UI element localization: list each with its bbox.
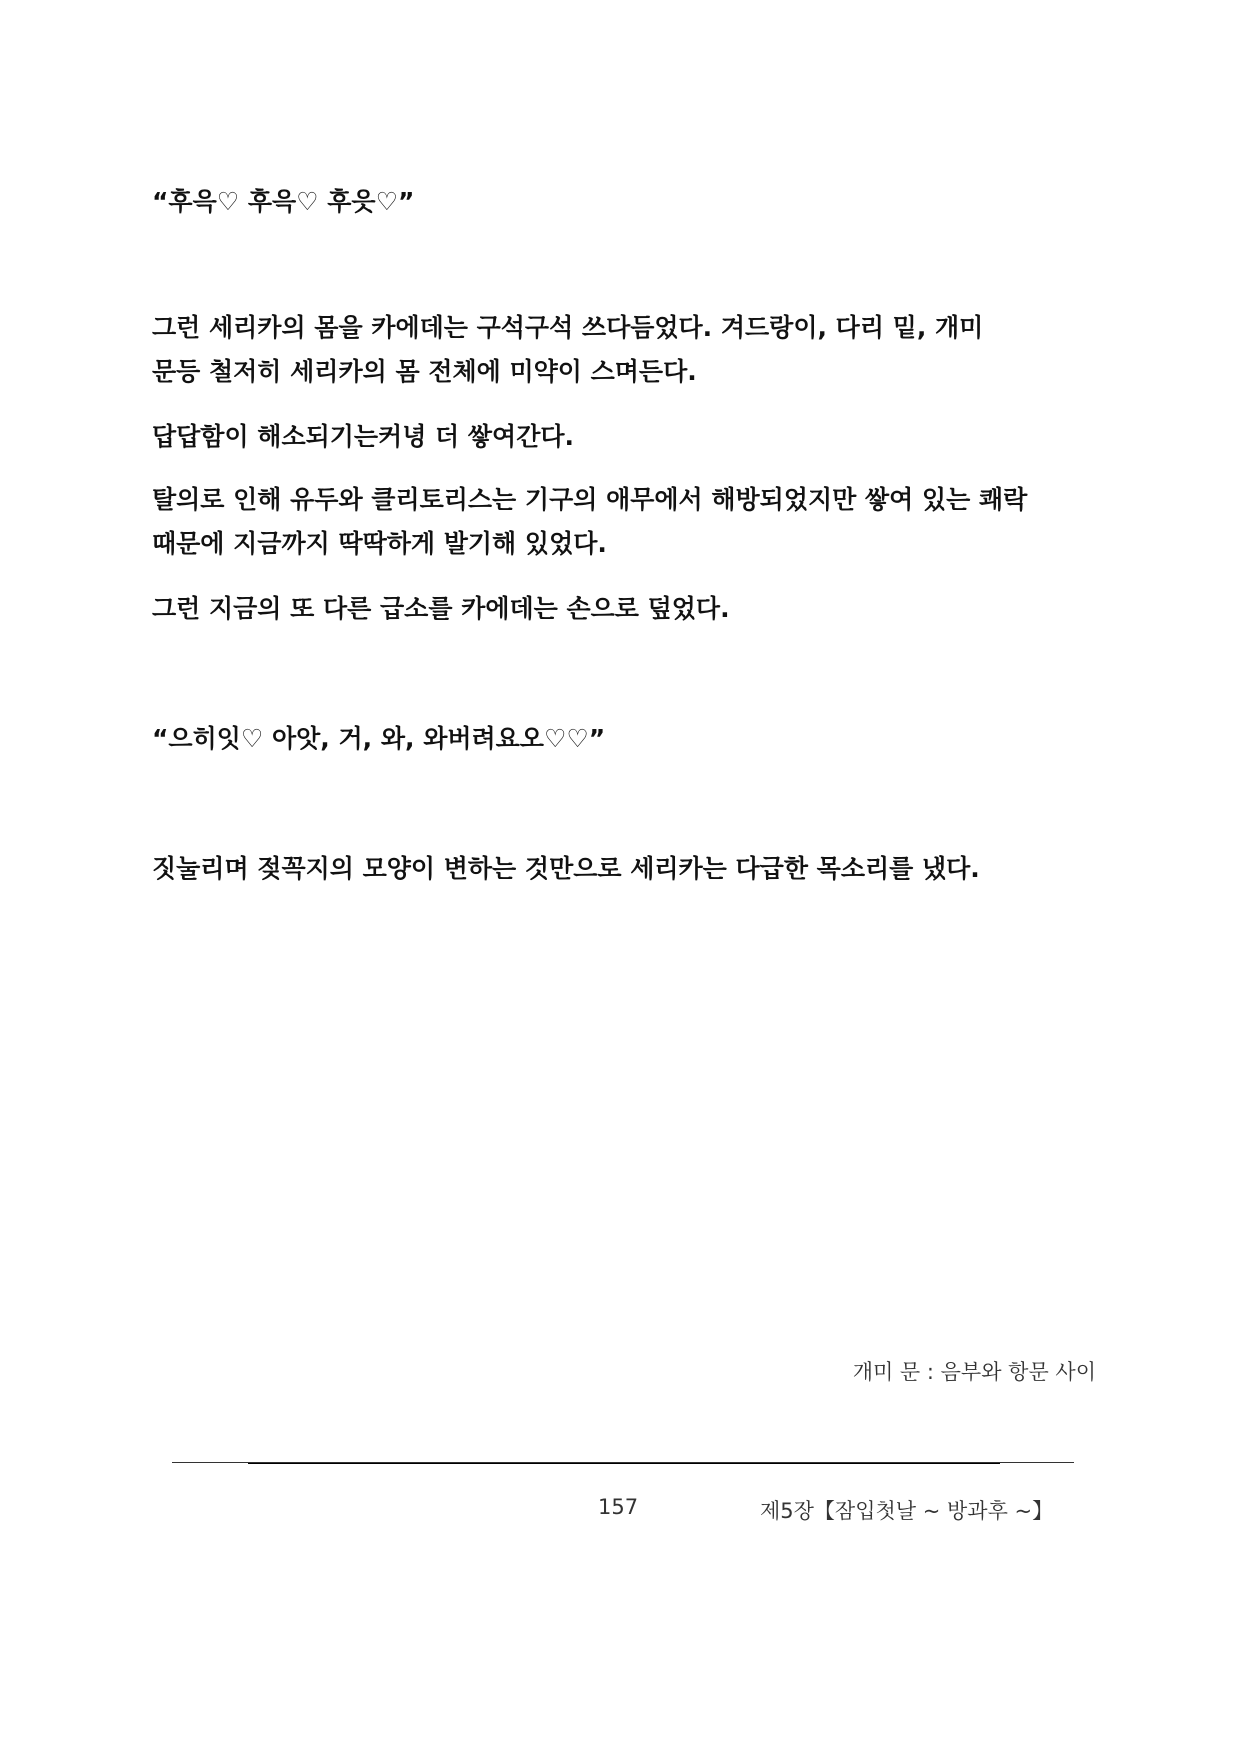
paragraph-5 <box>152 847 1092 891</box>
dialogue-quote-1 <box>152 180 1092 224</box>
paragraph-1 <box>152 306 1092 394</box>
paragraph-line: 그런 세리카의 몸을 카에데는 구석구석 쓰다듬었다. 겨드랑이, 다리 밑, 개미 <box>152 313 984 342</box>
paragraph-4 <box>152 587 1092 631</box>
page-number: 157 <box>598 1495 639 1519</box>
paragraph-line: 그런 지금의 또 다른 급소를 카에데는 손으로 덮었다. <box>152 594 730 623</box>
dialogue-text: “후윽♡ 후윽♡ 후읏♡” <box>152 187 415 216</box>
dialogue-quote-2 <box>152 717 1092 761</box>
paragraph-line: 짓눌리며 젖꼭지의 모양이 변하는 것만으로 세리카는 다급한 목소리를 냈다. <box>152 854 980 883</box>
footnote: 개미 문 : 음부와 항문 사이 <box>852 1360 1096 1384</box>
dialogue-text: “으히잇♡ 아앗, 거, 와, 와버려요오♡♡” <box>152 724 606 753</box>
paragraph-3 <box>152 478 1092 566</box>
running-header-chapter: 제5장【잠입첫날 ~ 방과후 ~】 <box>760 1499 1054 1523</box>
footer-rule-inner <box>248 1463 1000 1464</box>
paragraph-line: 때문에 지금까지 딱딱하게 발기해 있었다. <box>152 529 607 558</box>
paragraph-line: 탈의로 인해 유두와 클리토리스는 기구의 애무에서 해방되었지만 쌓여 있는 쾌락 <box>152 485 1028 514</box>
paragraph-2 <box>152 415 1092 459</box>
paragraph-line: 답답함이 해소되기는커녕 더 쌓여간다. <box>152 422 575 451</box>
paragraph-line: 문등 철저히 세리카의 몸 전체에 미약이 스며든다. <box>152 357 697 386</box>
